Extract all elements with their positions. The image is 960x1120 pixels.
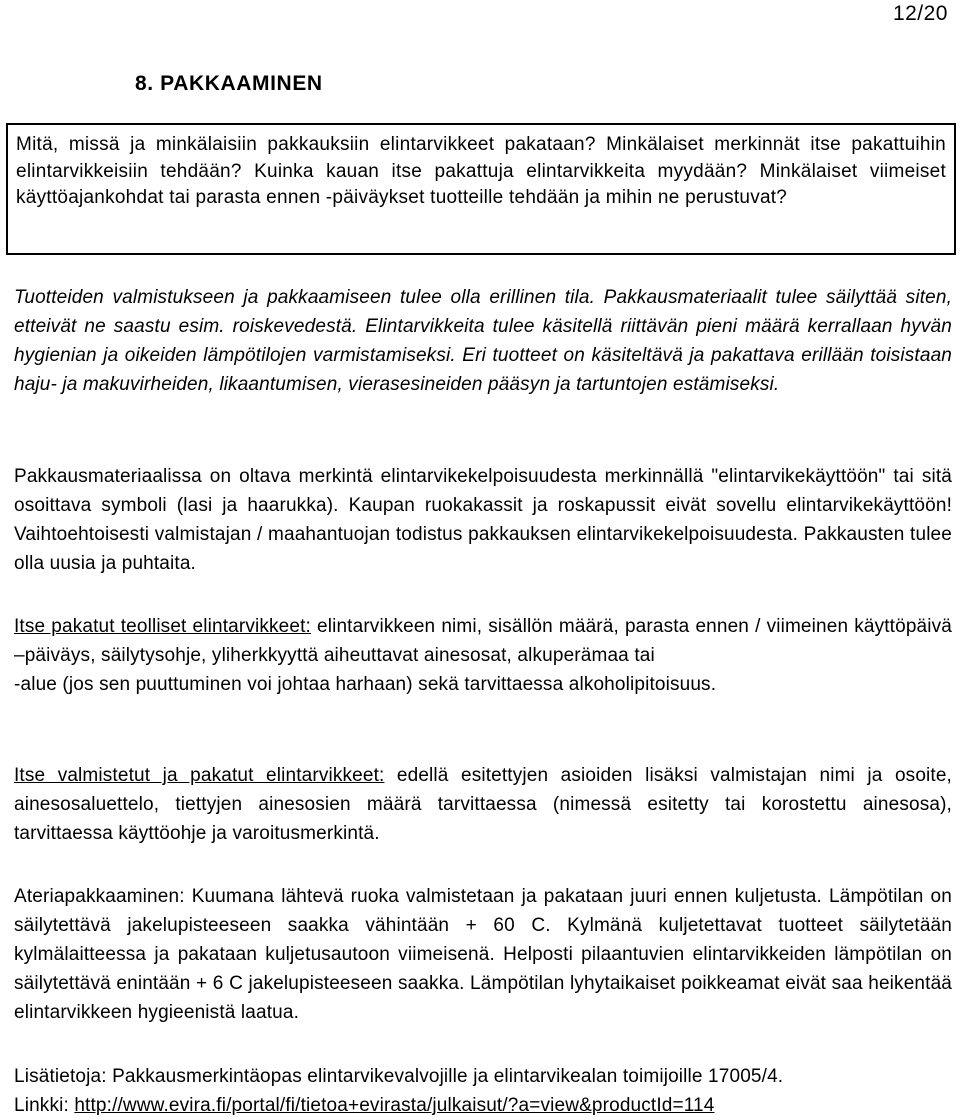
evira-link[interactable]: http://www.evira.fi/portal/fi/tietoa+evirasta/julkaisut/?a=view&productId=114 (74, 1095, 715, 1116)
question-box: Mitä, missä ja minkälaisiin pakkauksiin elintarvikkeet pakataan? Minkälaiset merkinnät itse pakattuihin elintarvikkeisiin tehdään? Kuinka kauan itse pakattuja elintarvikkeita myydään? Minkälaiset viimeiset käyttöajankohdat tai parasta ennen -päiväykset tuotteille tehdään ja mihin ne perustuvat? (6, 123, 956, 255)
paragraph-own-products-labels (14, 761, 952, 848)
more-info-line: Lisätietoja: Pakkausmerkintäopas elintarvikevalvojille ja elintarvikealan toimijoille 17005/4. (14, 1066, 784, 1087)
page-number: 12/20 (892, 2, 948, 25)
section-heading: 8. PAKKAAMINEN (135, 72, 323, 95)
own-products-text: edellä esitettyjen asioiden lisäksi valmistajan nimi ja osoite, ainesosaluettelo, tiettyjen ainesosien määrä tarvittaessa (nimessä esitetty tai korostettu ainesosa), tarvittaessa käyttöohje ja varoitusmerkintä. (14, 765, 952, 844)
paragraph-packaging-material: Pakkausmateriaalissa on oltava merkintä elintarvikekelpoisuudesta merkinnällä "elintarvikekäyttöön" tai sitä osoittava symboli (lasi ja haarukka). Kaupan ruokakassit ja roskapussit eivät sovellu elintarvikekäyttöön! Vaihtoehtoisesti valmistajan / maahantuojan todistus pakkauksen elintarvikekelpoisuudesta. Pakkausten tulee olla uusia ja puhtaita. (14, 466, 952, 574)
industrial-labels-heading: Itse pakatut teolliset elintarvikkeet: (14, 616, 311, 637)
link-label: Linkki: (14, 1095, 75, 1116)
paragraph-meal-packaging: Ateriapakkaaminen: Kuumana lähtevä ruoka valmistetaan ja pakataan juuri ennen kuljetusta. Lämpötilan on säilytettävä jakelupisteeseen saakka vähintään + 60 C. Kylmänä kuljetettavat tuotteet säilytetään kylmälaitteessa ja pakataan kuljetusautoon viimeisenä. Helposti pilaantuvien elintarvikkeiden lämpötilan on säilytettävä enintään + 6 C jakelupisteeseen saakka. Lämpötilan lyhytaikaiset poikkeamat eivät saa heikentää elintarvikkeen hygieenistä laatua. (14, 886, 952, 1023)
paragraph-facilities: Tuotteiden valmistukseen ja pakkaamiseen tulee olla erillinen tila. Pakkausmateriaalit tulee säilyttää siten, etteivät ne saastu esim. roiskevedestä. Elintarvikkeita tulee käsitellä riittävän pieni määrä kerrallaan hyvän hygienian ja oikeiden lämpötilojen varmistamiseksi. Eri tuotteet on käsiteltävä ja pakattava erillään toisistaan haju- ja makuvirheiden, likaantumisen, vierasesineiden pääsyn ja tartuntojen estämiseksi. (14, 287, 952, 395)
industrial-labels-text-cont: -alue (jos sen puuttuminen voi johtaa harhaan) sekä tarvittaessa alkoholipitoisuus. (14, 674, 717, 695)
paragraph-more-info (14, 1062, 952, 1120)
own-products-heading: Itse valmistetut ja pakatut elintarvikkeet: (14, 765, 385, 786)
industrial-labels-text: elintarvikkeen nimi, sisällön määrä, parasta ennen / viimeinen käyttöpäivä –päiväys, säilytysohje, yliherkkyyttä aiheuttavat ainesosat, alkuperämaa tai (14, 616, 952, 666)
paragraph-industrial-labels (14, 612, 952, 699)
